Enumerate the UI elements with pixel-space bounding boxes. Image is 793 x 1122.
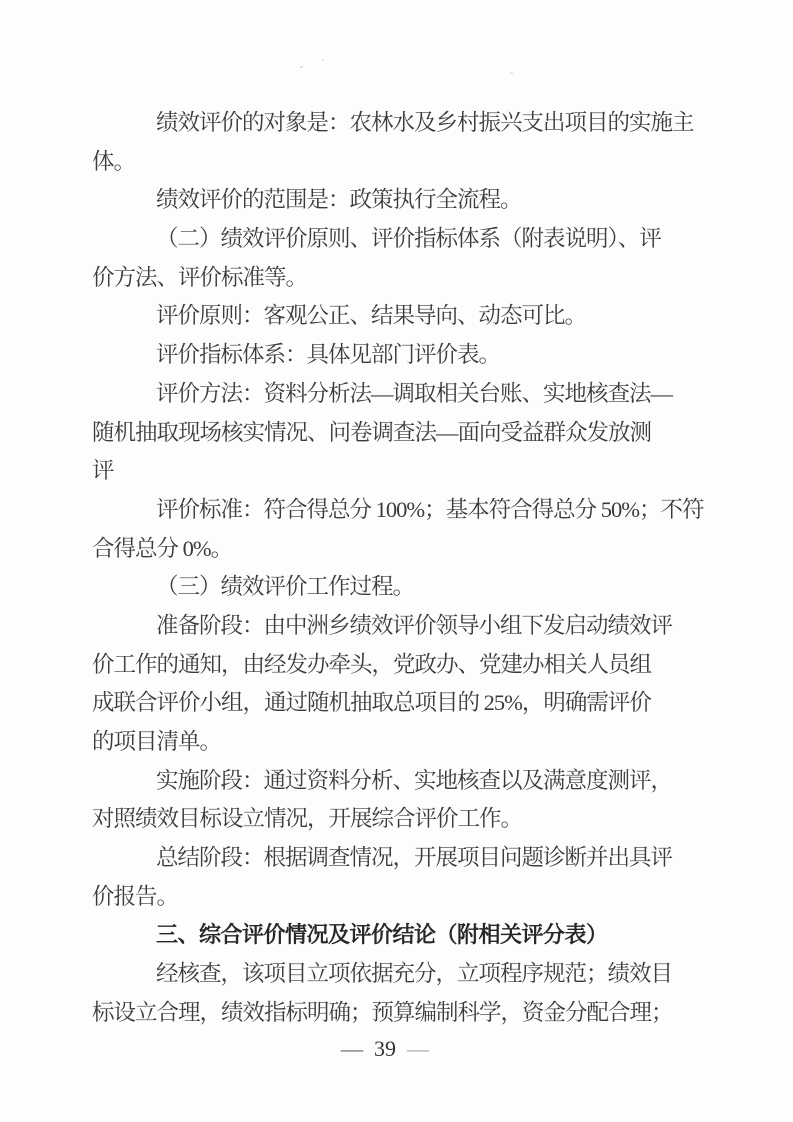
page-footer [92,1036,678,1062]
scan-speck [300,66,303,68]
text-line-19: 对照绩效目标设立情况，开展综合评价工作。 [92,806,523,832]
text-line-14: 准备阶段：由中洲乡绩效评价领导小组下发启动绩效评 [156,612,673,638]
text-line-10: 评 [92,458,114,484]
text-line-18: 实施阶段：通过资料分析、实地核查以及满意度测评， [156,767,673,793]
text-line-3: 绩效评价的范围是：政策执行全流程。 [156,187,522,213]
text-line-11: 评价标准：符合得总分 100%；基本符合得总分 50%；不符 [156,496,704,522]
text-line-13: （三）绩效评价工作过程。 [156,574,415,600]
text-line-8: 评价方法：资料分析法—调取相关台账、实地核查法— [156,380,673,406]
footer-left-dash: — [341,1036,363,1061]
document-body [92,104,702,1033]
footer-right-dash: — [407,1036,429,1061]
text-line-20: 总结阶段：根据调查情况，开展项目问题诊断并出具评 [156,845,673,871]
text-line-7: 评价指标体系：具体见部门评价表。 [156,342,501,368]
text-line-12: 合得总分 0%。 [92,535,233,561]
text-line-22: 三、综合评价情况及评价结论（附相关评分表） [156,922,608,948]
text-line-24: 标设立合理，绩效指标明确；预算编制科学，资金分配合理； [92,999,673,1025]
page-number: 39 [374,1036,396,1061]
text-line-15: 价工作的通知，由经发办牵头，党政办、党建办相关人员组 [92,651,652,677]
text-line-4: （二）绩效评价原则、评价指标体系（附表说明）、评 [156,226,661,252]
text-line-5: 价方法、评价标准等。 [92,264,308,290]
text-line-16: 成联合评价小组，通过随机抽取总项目的 25%，明确需评价 [92,690,651,716]
scan-speck [510,72,513,74]
text-line-1: 绩效评价的对象是：农林水及乡村振兴支出项目的实施主 [156,110,694,135]
text-line-23: 经核查，该项目立项依据充分，立项程序规范；绩效目 [156,961,673,987]
text-line-2: 体。 [92,148,136,174]
scan-speck [322,59,324,61]
text-line-6: 评价原则：客观公正、结果导向、动态可比。 [156,303,587,329]
text-line-17: 的项目清单。 [92,729,222,754]
text-line-21: 价报告。 [92,883,179,909]
text-line-9: 随机抽取现场核实情况、问卷调查法—面向受益群众发放测 [92,419,652,445]
